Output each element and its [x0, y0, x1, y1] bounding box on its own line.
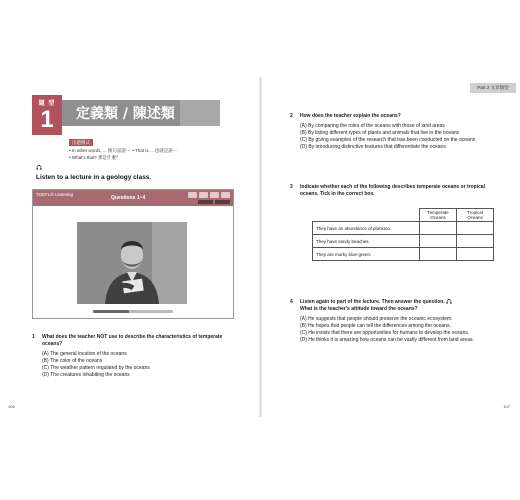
next-button[interactable] [221, 192, 230, 198]
table-row [313, 222, 494, 235]
title-bar [62, 100, 220, 126]
back-button[interactable] [210, 192, 219, 198]
option-a[interactable]: (A) By comparing the roles of the oceans with those of land areas [300, 123, 445, 129]
question-4 [290, 299, 490, 344]
question-number: 1 [32, 334, 35, 340]
option-d[interactable]: (D) By introducing distinctive features that differentiate the oceans [300, 144, 446, 150]
book-spread [4, 77, 516, 417]
question-type-box [32, 95, 62, 135]
page-number-right: 107 [503, 404, 510, 409]
player-header [33, 190, 233, 206]
audio-progress-bar[interactable] [93, 310, 173, 313]
audio-progress-fill [93, 310, 129, 313]
option-a[interactable]: (A) The general location of the oceans [42, 351, 127, 357]
title-accent [180, 100, 220, 126]
option-b[interactable]: (B) By listing different types of plants and animals that live in the oceans [300, 130, 460, 136]
column-header: Temperate Oceans [420, 209, 457, 222]
question-number: 2 [290, 113, 293, 119]
option-b[interactable]: (B) He hopes that people can tell the differences among the oceans. [300, 323, 451, 329]
lecturer-illustration [77, 222, 187, 304]
player-section-label: TOEFL® Listening [36, 192, 73, 197]
pattern-item: • What's that? 那是什麼？ [69, 155, 121, 160]
question-text-line-1 [300, 299, 490, 306]
tick-box[interactable] [420, 222, 457, 235]
question-3 [290, 184, 490, 198]
table-row [313, 235, 494, 248]
question-text-line-2: What is the teacher's attitude toward the oceans? [300, 306, 418, 312]
right-page [262, 77, 516, 417]
type-number: 1 [40, 106, 54, 133]
toefl-player [32, 189, 234, 319]
question-1 [32, 334, 242, 379]
option-c[interactable]: (C) He insists that there are opportunities for humans to develop the oceans. [300, 330, 470, 336]
option-a[interactable]: (A) He suggests that people should preserve the oceanic ecosystem. [300, 316, 453, 322]
time-display [215, 200, 230, 204]
pattern-item: • That is, ...也就是說⋯ [132, 148, 178, 153]
pattern-item: • In other words, ... 換句話說⋯ [69, 148, 131, 153]
tick-box[interactable] [420, 235, 457, 248]
ear-icon [446, 299, 452, 304]
option-c[interactable]: (C) By giving examples of the research that has been conducted on the oceans [300, 137, 476, 143]
player-title: Questions 1~4 [111, 195, 146, 201]
table-header-row [313, 209, 494, 222]
page-title: 定義類 / 陳述類 [76, 106, 175, 122]
page-number-left: 106 [8, 404, 15, 409]
help-button[interactable] [188, 192, 197, 198]
question-text: What does the teacher NOT use to describe the characteristics of temperate oceans? [42, 334, 223, 347]
pattern-row [69, 147, 177, 154]
pattern-label: 出題模式 [69, 139, 93, 146]
ok-button[interactable] [199, 192, 208, 198]
tick-box[interactable] [457, 222, 494, 235]
player-buttons [188, 192, 230, 198]
option-b[interactable]: (B) The color of the oceans [42, 358, 103, 364]
option-d[interactable]: (D) He thinks it is amazing how oceans can be vastly different from land areas. [300, 337, 474, 343]
table-corner [313, 209, 420, 222]
part-badge: Part 2 文章類型 [470, 83, 516, 93]
answer-options [300, 316, 490, 344]
hide-time-button[interactable] [198, 200, 213, 204]
statement-cell: They have an abundance of plankton. [313, 222, 420, 235]
question-2 [290, 113, 490, 151]
question-text: Indicate whether each of the following describes temperate oceans or tropical oceans. Tick in the correct box. [300, 184, 486, 197]
headphone-icon [36, 165, 42, 170]
tick-box[interactable] [457, 248, 494, 261]
table-row [313, 248, 494, 261]
question-number: 4 [290, 299, 293, 305]
option-c[interactable]: (C) The weather pattern regulated by the oceans [42, 365, 150, 371]
column-header: Tropical Oceans [457, 209, 494, 222]
type-label: 題 型 [38, 101, 56, 107]
statement-cell: They have sandy beaches. [313, 235, 420, 248]
question-number: 3 [290, 184, 293, 190]
answer-options [42, 351, 242, 379]
question-text: Listen again to part of the lecture. Then answer the question. [300, 299, 445, 305]
option-d[interactable]: (D) The creatures inhabiting the oceans [42, 372, 130, 378]
player-timer [198, 200, 230, 204]
listen-prompt: Listen to a lecture in a geology class. [36, 174, 152, 181]
question-text: How does the teacher explain the oceans? [300, 113, 401, 119]
statement-cell: They are murky blue-green. [313, 248, 420, 261]
question-patterns [69, 139, 177, 161]
left-page [4, 77, 260, 417]
lecturer-photo [77, 222, 187, 304]
answer-options [300, 123, 490, 151]
tick-box[interactable] [420, 248, 457, 261]
tick-box[interactable] [457, 235, 494, 248]
tick-table [312, 208, 494, 261]
